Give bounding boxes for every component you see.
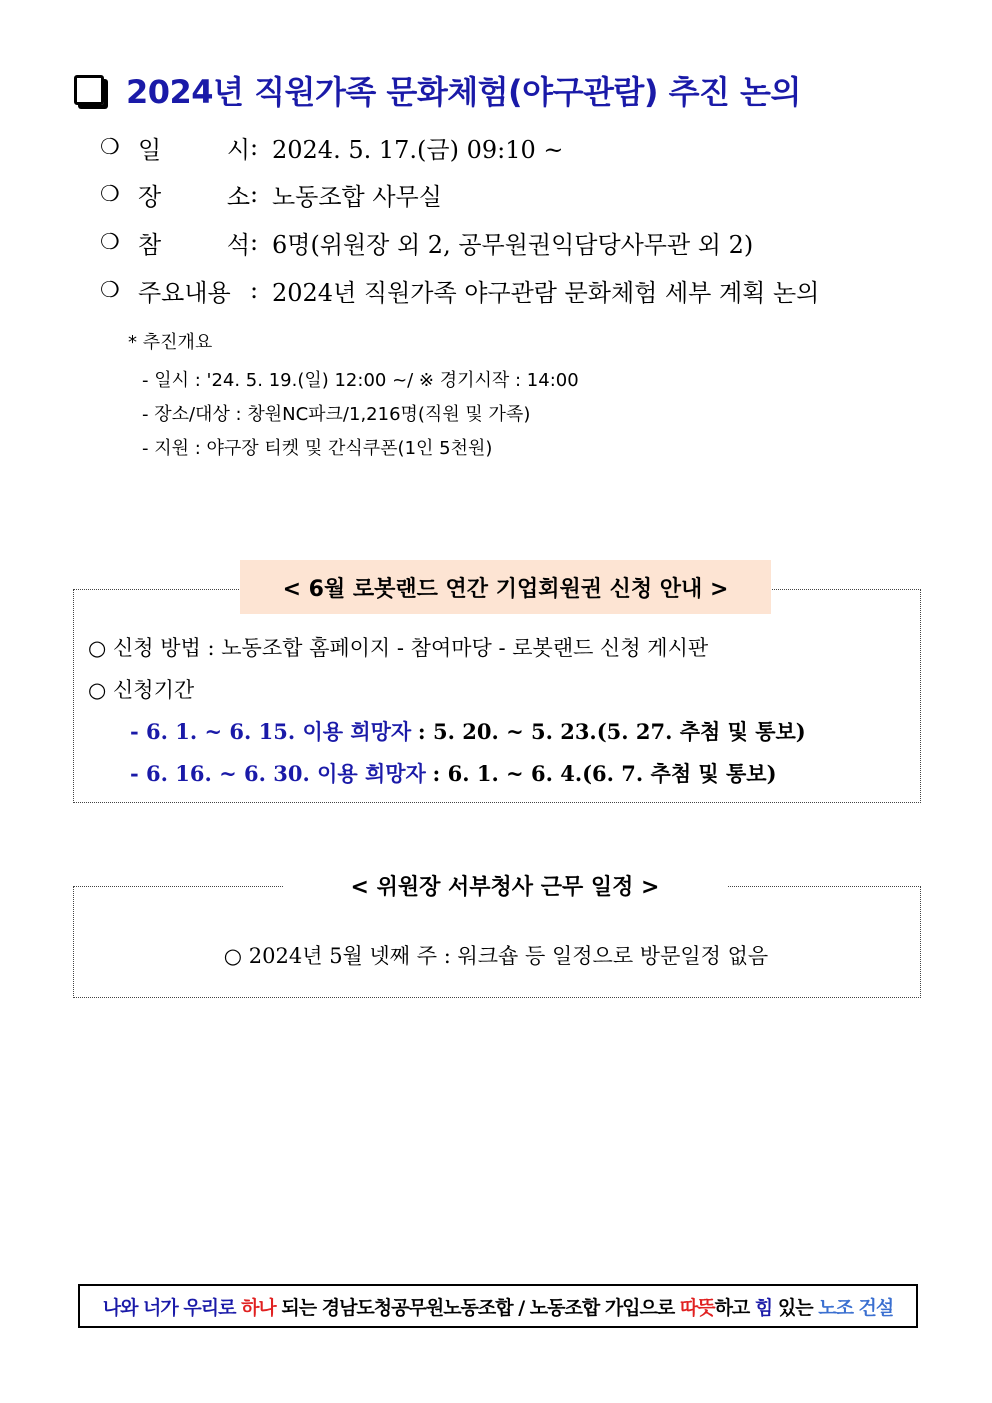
item-label — [138, 177, 250, 212]
meeting-item-content — [100, 273, 819, 307]
item-colon: : — [250, 228, 259, 256]
label-char: 소 — [226, 182, 250, 211]
overview-detail: - 지원 : 야구장 티켓 및 간식쿠폰(1인 5천원) — [142, 438, 493, 459]
overview-detail: - 장소/대상 : 창원NC파크/1,216명(직원 및 가족) — [142, 404, 531, 425]
robotland-method: ○ 신청 방법 : 노동조합 홈페이지 - 참여마당 - 로봇랜드 신청 게시판 — [88, 636, 709, 660]
meeting-item-date — [100, 130, 563, 164]
item-label — [138, 225, 250, 260]
checkbox-square-icon — [74, 75, 104, 105]
slogan-part: 따뜻 — [679, 1296, 715, 1319]
robotland-period-row — [130, 716, 806, 746]
item-label — [138, 130, 250, 165]
period-schedule: : 6. 1. ~ 6. 4.(6. 7. 추첨 및 통보) — [432, 761, 777, 786]
slogan-part: 하고 — [714, 1296, 755, 1319]
schedule-title: < 위원장 서부청사 근무 일정 > — [283, 858, 727, 912]
footer-slogan — [78, 1284, 918, 1328]
period-schedule: : 5. 20. ~ 5. 23.(5. 27. 추첨 및 통보) — [417, 719, 806, 744]
bullet-circle-icon: ❍ — [100, 134, 120, 160]
label-char: 석 — [226, 230, 250, 259]
robotland-period-row — [130, 758, 777, 788]
label-char: 시 — [226, 135, 250, 164]
meeting-item-place — [100, 177, 442, 211]
slogan-part: 하나 — [241, 1296, 276, 1319]
item-label: 주요내용 — [138, 278, 231, 307]
item-value: 6명(위원장 외 2, 공무원권익담당사무관 외 2) — [272, 230, 754, 259]
schedule-text: ○ 2024년 5월 넷째 주 : 워크숍 등 일정으로 방문일정 없음 — [223, 944, 769, 968]
slogan-part: 노조 건설 — [818, 1296, 894, 1319]
bullet-circle-icon: ❍ — [100, 181, 120, 207]
bullet-circle-icon: ❍ — [100, 277, 120, 303]
robotland-title: < 6월 로봇랜드 연간 기업회원권 신청 안내 > — [240, 560, 771, 614]
overview-heading: * 추진개요 — [128, 332, 213, 353]
robotland-period-label: ○ 신청기간 — [88, 678, 195, 702]
slogan-part: 나와 너가 우리로 — [102, 1296, 242, 1319]
label-char: 참 — [138, 230, 162, 259]
slogan-part: 있는 — [772, 1296, 819, 1319]
period-range: - 6. 16. ~ 6. 30. 이용 희망자 — [130, 761, 426, 786]
slogan-part: 되는 경남도청공무원노동조합 / 노동조합 가입으로 — [275, 1296, 680, 1319]
overview-detail: - 일시 : '24. 5. 19.(일) 12:00 ~/ ※ 경기시작 : 14:00 — [142, 370, 579, 391]
period-range: - 6. 1. ~ 6. 15. 이용 희망자 — [130, 719, 412, 744]
item-colon: : — [250, 276, 259, 304]
item-value: 노동조합 사무실 — [272, 182, 442, 211]
item-colon: : — [250, 133, 259, 161]
item-colon: : — [250, 180, 259, 208]
label-char: 장 — [138, 182, 162, 211]
title-row — [70, 68, 801, 112]
meeting-item-attendees — [100, 225, 753, 259]
slogan-part: 힘 — [754, 1296, 773, 1319]
item-value: 2024년 직원가족 야구관람 문화체험 세부 계획 논의 — [272, 278, 820, 307]
bullet-circle-icon: ❍ — [100, 229, 120, 255]
item-value: 2024. 5. 17.(금) 09:10 ~ — [272, 135, 564, 164]
page-title: 2024년 직원가족 문화체험(야구관람) 추진 논의 — [126, 73, 801, 111]
label-char: 일 — [138, 135, 162, 164]
